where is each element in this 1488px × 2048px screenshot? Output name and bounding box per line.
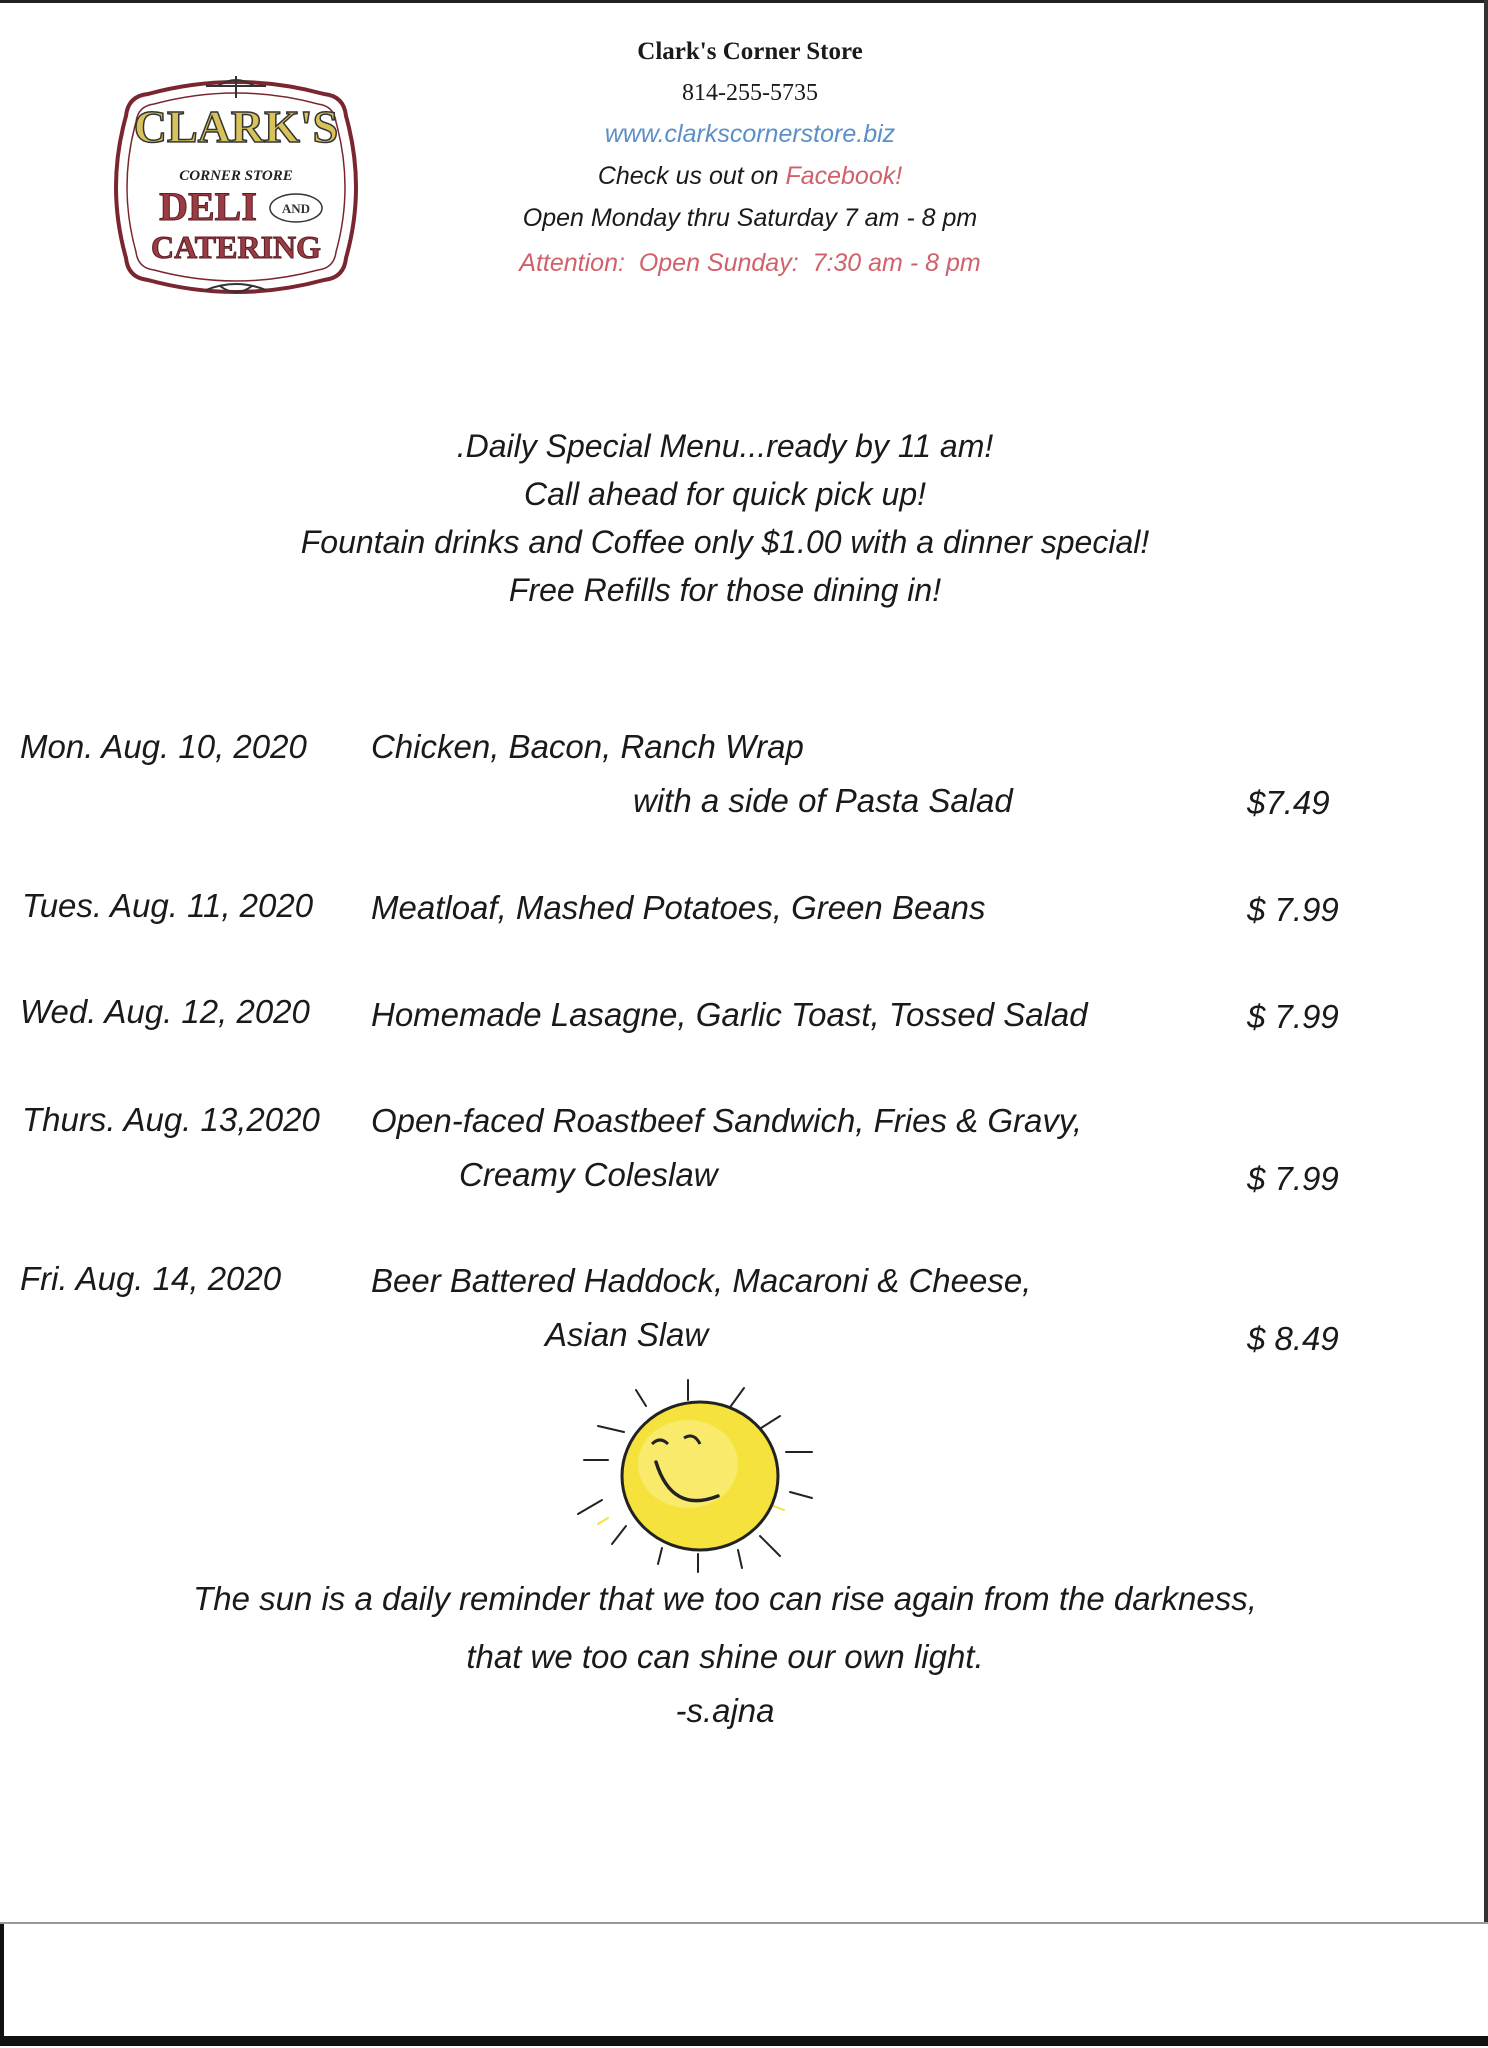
menu-date: Mon. Aug. 10, 2020 bbox=[20, 728, 307, 765]
scan-left-edge bbox=[0, 1924, 4, 2046]
menu-date: Tues. Aug. 11, 2020 bbox=[22, 887, 314, 924]
menu-price: $ 7.99 bbox=[1247, 891, 1339, 928]
logo-clarks-text: CLARK'S bbox=[133, 101, 339, 152]
menu-price: $ 8.49 bbox=[1247, 1320, 1339, 1357]
facebook-prefix: Check us out on bbox=[597, 162, 786, 190]
intro-line-4: Free Refills for those dining in! bbox=[508, 572, 942, 608]
intro-line-2: Call ahead for quick pick up! bbox=[524, 476, 926, 512]
website-link[interactable]: www.clarkscornerstore.biz bbox=[604, 120, 896, 148]
scan-top-edge bbox=[0, 0, 1488, 3]
store-hours: Open Monday thru Saturday 7 am - 8 pm bbox=[522, 204, 978, 232]
facebook-line bbox=[0, 162, 1488, 191]
menu-price: $ 7.99 bbox=[1247, 998, 1339, 1035]
phone-number: 814-255-5735 bbox=[682, 80, 818, 106]
menu-dish: Beer Battered Haddock, Macaroni & Cheese, bbox=[371, 1262, 1032, 1299]
menu-dish-side: Asian Slaw bbox=[545, 1316, 709, 1353]
menu-date: Thurs. Aug. 13,2020 bbox=[22, 1101, 320, 1138]
menu-price: $7.49 bbox=[1247, 784, 1330, 821]
menu-date: Fri. Aug. 14, 2020 bbox=[20, 1260, 282, 1297]
logo-deli-text: DELI bbox=[159, 184, 257, 229]
menu-dish: Open-faced Roastbeef Sandwich, Fries & Gravy, bbox=[371, 1102, 1083, 1139]
quote-line-2: that we too can shine our own light. bbox=[466, 1638, 984, 1675]
logo-corner-store-text: CORNER STORE bbox=[179, 168, 293, 184]
menu-dish-side: with a side of Pasta Salad bbox=[633, 782, 1013, 819]
scan-right-edge bbox=[1484, 0, 1488, 2046]
intro-line-3: Fountain drinks and Coffee only $1.00 with a dinner special! bbox=[300, 524, 1150, 560]
menu-dish-side: Creamy Coleslaw bbox=[459, 1156, 718, 1193]
logo-and-text: AND bbox=[281, 201, 311, 216]
facebook-link[interactable]: Facebook! bbox=[785, 162, 903, 190]
logo-catering-text: CATERING bbox=[150, 229, 322, 265]
sunday-notice: Attention: Open Sunday: 7:30 am - 8 pm bbox=[519, 249, 981, 277]
quote-line-1: The sun is a daily reminder that we too can rise again from the darkness, bbox=[193, 1580, 1257, 1617]
quote-author: -s.ajna bbox=[675, 1692, 775, 1729]
intro-line-1: .Daily Special Menu...ready by 11 am! bbox=[456, 428, 994, 464]
menu-date: Wed. Aug. 12, 2020 bbox=[20, 993, 310, 1030]
menu-dish: Homemade Lasagne, Garlic Toast, Tossed Salad bbox=[371, 996, 1088, 1033]
menu-dish: Meatloaf, Mashed Potatoes, Green Beans bbox=[371, 889, 986, 926]
sun-icon bbox=[568, 1374, 828, 1578]
scan-bottom-band bbox=[0, 1922, 1488, 2048]
menu-price: $ 7.99 bbox=[1247, 1160, 1339, 1197]
menu-dish: Chicken, Bacon, Ranch Wrap bbox=[371, 728, 804, 765]
scan-bottom-edge bbox=[0, 2036, 1488, 2046]
store-name: Clark's Corner Store bbox=[637, 38, 863, 65]
